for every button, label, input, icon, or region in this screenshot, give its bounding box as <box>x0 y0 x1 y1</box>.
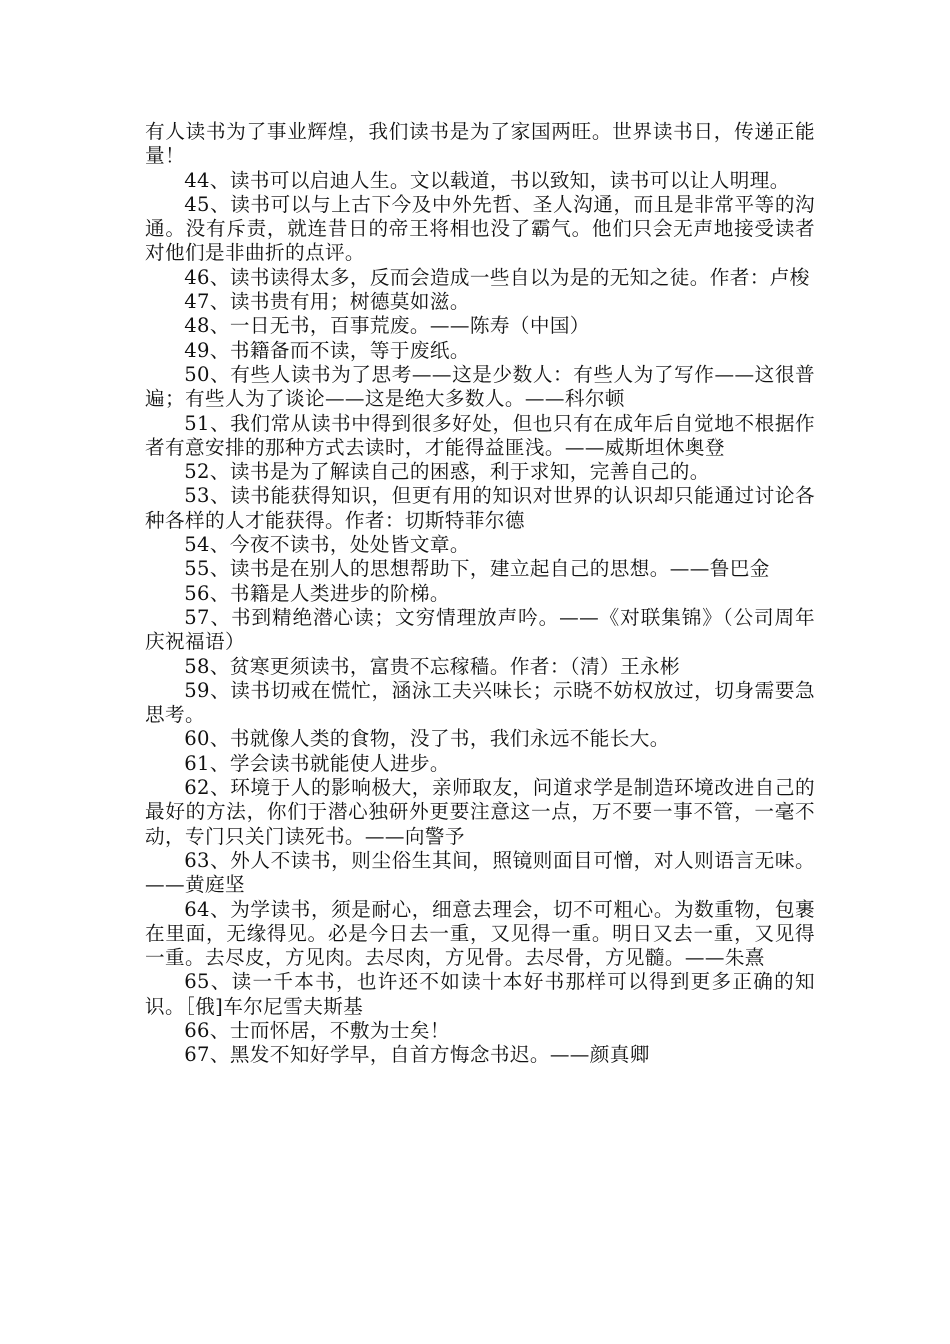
quote-55: 55、读书是在别人的思想帮助下，建立起自己的思想。——鲁巴金 <box>184 557 770 581</box>
quote-50: 50、有些人读书为了思考——这是少数人：有些人为了写作——这很普遍；有些人为了谈论——这是绝大多数人。——科尔顿 <box>145 362 815 411</box>
quote-62: 62、环境于人的影响极大，亲师取友，问道求学是制造环境改进自己的最好的方法，你们于潜心独研外更要注意这一点，万不要一事不管，一毫不动，专门只关门读死书。——向警予 <box>145 776 815 848</box>
quote-53: 53、读书能获得知识，但更有用的知识对世界的认识却只能通过讨论各种各样的人才能获得。作者：切斯特菲尔德 <box>145 484 815 532</box>
quote-57: 57、书到精绝潜心读；文穷情理放声吟。——《对联集锦》（公司周年庆祝福语） <box>145 605 815 654</box>
quote-60: 60、书就像人类的食物，没了书，我们永远不能长大。 <box>184 727 670 751</box>
quote-52: 52、读书是为了解读自己的困惑，利于求知，完善自己的。 <box>184 460 710 484</box>
quote-46: 46、读书读得太多，反而会造成一些自以为是的无知之徒。作者：卢梭 <box>184 265 810 289</box>
quote-61: 61、学会读书就能使人进步。 <box>184 751 450 775</box>
quote-65: 65、读一千本书，也许还不如读十本好书那样可以得到更多正确的知识。［俄]车尔尼雪夫斯基 <box>145 970 815 1018</box>
quote-64: 64、为学读书，须是耐心，细意去理会，切不可粗心。为数重物，包裹在里面，无缘得见。必是今日去一重，又见得一重。明日又去一重，又见得一重。去尽皮，方见肉。去尽肉，方见骨。去尽骨，方见髓。——朱熹 <box>145 897 815 970</box>
quote-47: 47、读书贵有用；树德莫如滋。 <box>184 290 470 314</box>
quote-48: 48、一日无书，百事荒废。——陈寿（中国） <box>184 314 590 338</box>
quote-51: 51、我们常从读书中得到很多好处，但也只有在成年后自觉地不根据作者有意安排的那种方式去读时，才能得益匪浅。——威斯坦休奥登 <box>145 411 815 459</box>
quote-49: 49、书籍备而不读，等于废纸。 <box>184 338 470 362</box>
quote-56: 56、书籍是人类进步的阶梯。 <box>184 581 450 605</box>
intro-paragraph: 有人读书为了事业辉煌，我们读书是为了家国两旺。世界读书日，传递正能量！ <box>145 120 815 168</box>
quote-59: 59、读书切戒在慌忙，涵泳工夫兴味长；示晓不妨权放过，切身需要急思考。 <box>145 678 815 727</box>
quote-66: 66、士而怀居，不敷为士矣！ <box>184 1018 450 1042</box>
quote-58: 58、贫寒更须读书，富贵不忘稼穑。作者：（清）王永彬 <box>184 654 680 678</box>
quote-45: 45、读书可以与上古下今及中外先哲、圣人沟通，而且是非常平等的沟通。没有斥责，就连昔日的帝王将相也没了霸气。他们只会无声地接受读者对他们是非曲折的点评。 <box>145 192 815 265</box>
quote-63: 63、外人不读书，则尘俗生其间，照镜则面目可憎，对人则语言无味。——黄庭坚 <box>145 848 815 897</box>
quote-67: 67、黑发不知好学早，自首方悔念书迟。——颜真卿 <box>184 1043 650 1067</box>
quote-44: 44、读书可以启迪人生。文以载道，书以致知，读书可以让人明理。 <box>184 168 790 192</box>
quote-54: 54、今夜不读书，处处皆文章。 <box>184 533 470 557</box>
document-page <box>145 120 815 1068</box>
